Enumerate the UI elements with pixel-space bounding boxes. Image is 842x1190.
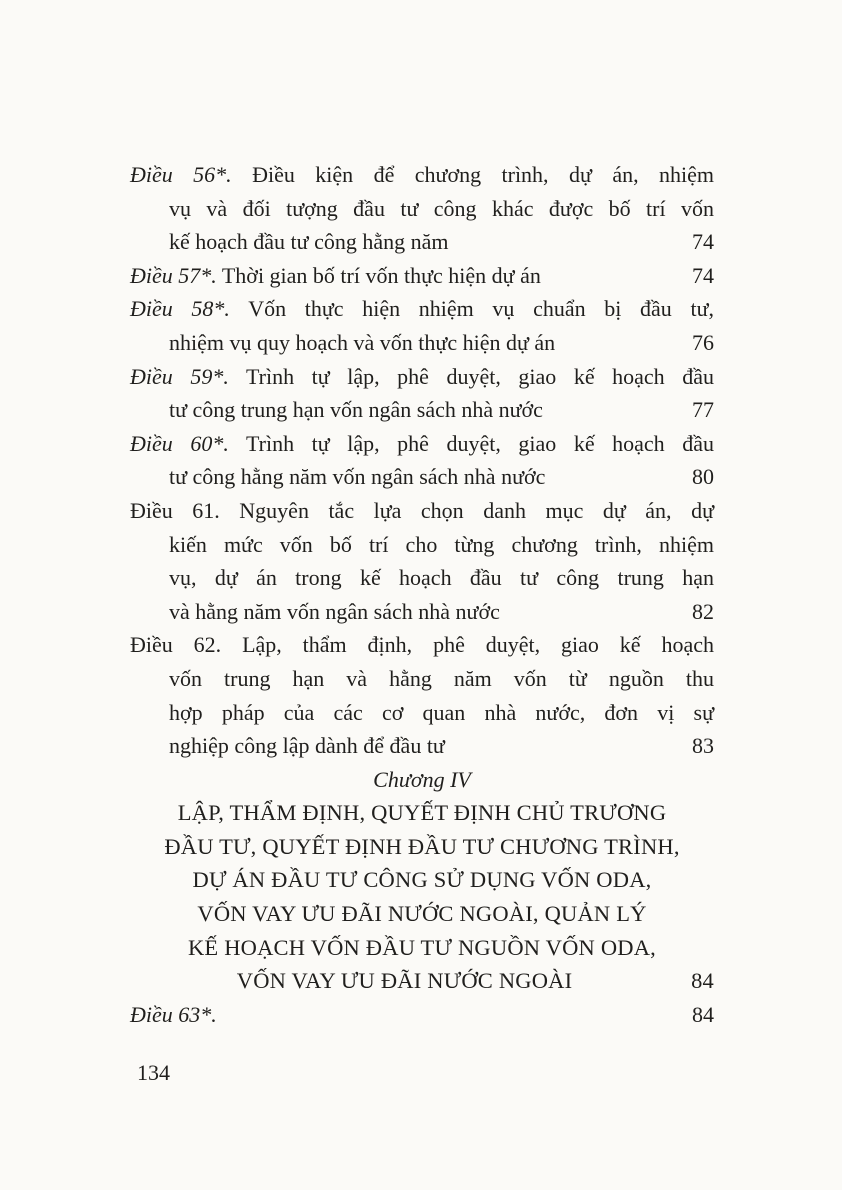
toc-line-text [169,326,555,360]
entry-text: và hằng năm vốn ngân sách nhà nước [169,598,500,624]
entry-text: Thời gian bố trí vốn thực hiện dự án [216,262,541,288]
entry-text: Trình tự lập, phê duyệt, giao kế hoạch đầu [228,363,715,389]
entry-text: Điều 62. Lập, thẩm định, phê duyệt, giao kế hoạch [130,632,714,658]
toc-line-with-page [130,998,714,1032]
toc-line-with-page [130,964,714,998]
toc-line-with-page [130,225,714,259]
toc-line-with-page [130,729,714,763]
toc-line [130,696,714,730]
toc-line [130,897,714,931]
entry-text: nghiệp công lập dành để đầu tư [169,733,445,759]
toc-page-number: 77 [692,397,714,423]
toc-page-number: 80 [692,464,714,490]
toc-line [130,292,714,326]
entry-text: vụ, dự án trong kế hoạch đầu tư công trung hạn [169,565,714,591]
entry-text: KẾ HOẠCH VỐN ĐẦU TƯ NGUỒN VỐN ODA, [187,934,656,960]
article-label: Điều 60*. [130,430,229,456]
toc-line-text [130,998,217,1032]
toc-page-number: 76 [692,329,714,355]
entry-text: Điều kiện để chương trình, dự án, nhiệm [231,162,714,187]
article-label: Chương IV [373,766,471,792]
entry-text: tư công trung hạn vốn ngân sách nhà nước [169,397,543,423]
entry-text: hợp pháp của các cơ quan nhà nước, đơn vị sự [169,699,714,725]
article-label: Điều 58*. [130,296,230,322]
toc-page-number: 74 [692,229,714,255]
toc-line [130,763,714,797]
toc-line [130,494,714,528]
article-label: Điều 59*. [130,363,229,389]
toc-line-text [130,964,679,998]
article-label: Điều 63*. [130,1001,217,1027]
toc-line-with-page [130,460,714,494]
toc-line [130,561,714,595]
entry-text: Vốn thực hiện nhiệm vụ chuẩn bị đầu tư, [229,296,714,322]
entry-text: VỐN VAY ƯU ĐÃI NƯỚC NGOÀI, QUẢN LÝ [197,901,647,927]
entry-text: Điều 61. Nguyên tắc lựa chọn danh mục dự án, dự [130,497,714,523]
entry-text: tư công hằng năm vốn ngân sách nhà nước [169,464,546,490]
toc-line-with-page [130,595,714,629]
toc-line [130,192,714,226]
entry-text: vốn trung hạn và hằng năm vốn từ nguồn thu [169,665,714,691]
entry-text: nhiệm vụ quy hoạch và vốn thực hiện dự án [169,329,556,355]
entry-text: Trình tự lập, phê duyệt, giao kế hoạch đầu [228,430,715,456]
toc-page-number: 82 [692,598,714,624]
toc-line [130,931,714,965]
entry-text: kế hoạch đầu tư công hằng năm [169,229,449,255]
folio-page-number: 134 [137,1060,170,1085]
toc-line-with-page [130,393,714,427]
toc-page-number: 83 [692,733,714,759]
toc-page-number: 84 [691,968,714,994]
article-label: Điều 57*. [130,262,217,288]
entry-text: vụ và đối tượng đầu tư công khác được bố trí vốn [169,195,714,221]
toc-line [130,528,714,562]
entry-text: VỐN VAY ƯU ĐÃI NƯỚC NGOÀI [236,968,573,994]
toc-line-text [169,225,449,259]
toc-line [130,796,714,830]
toc-line-text [169,460,545,494]
toc-line [130,830,714,864]
toc-line-text [169,729,445,763]
toc-line-with-page [130,326,714,360]
toc-line [130,662,714,696]
toc-page-number: 74 [692,262,714,288]
entry-text: ĐẦU TƯ, QUYẾT ĐỊNH ĐẦU TƯ CHƯƠNG TRÌNH, [164,833,680,859]
toc-line-text [130,259,541,293]
toc-line [130,158,714,192]
toc-page-number: 84 [692,1001,714,1027]
toc-line-text [169,595,500,629]
toc-line-with-page [130,259,714,293]
article-label: Điều 56*. [130,162,232,187]
entry-text: LẬP, THẨM ĐỊNH, QUYẾT ĐỊNH CHỦ TRƯƠNG [177,800,667,826]
toc-line [130,863,714,897]
toc-line [130,628,714,662]
entry-text: kiến mức vốn bố trí cho từng chương trình, nhiệm [169,531,714,557]
page-footer [137,1056,170,1090]
toc-line [130,360,714,394]
table-of-contents [130,158,714,1031]
entry-text: DỰ ÁN ĐẦU TƯ CÔNG SỬ DỤNG VỐN ODA, [192,867,652,893]
toc-line [130,427,714,461]
toc-line-text [169,393,543,427]
